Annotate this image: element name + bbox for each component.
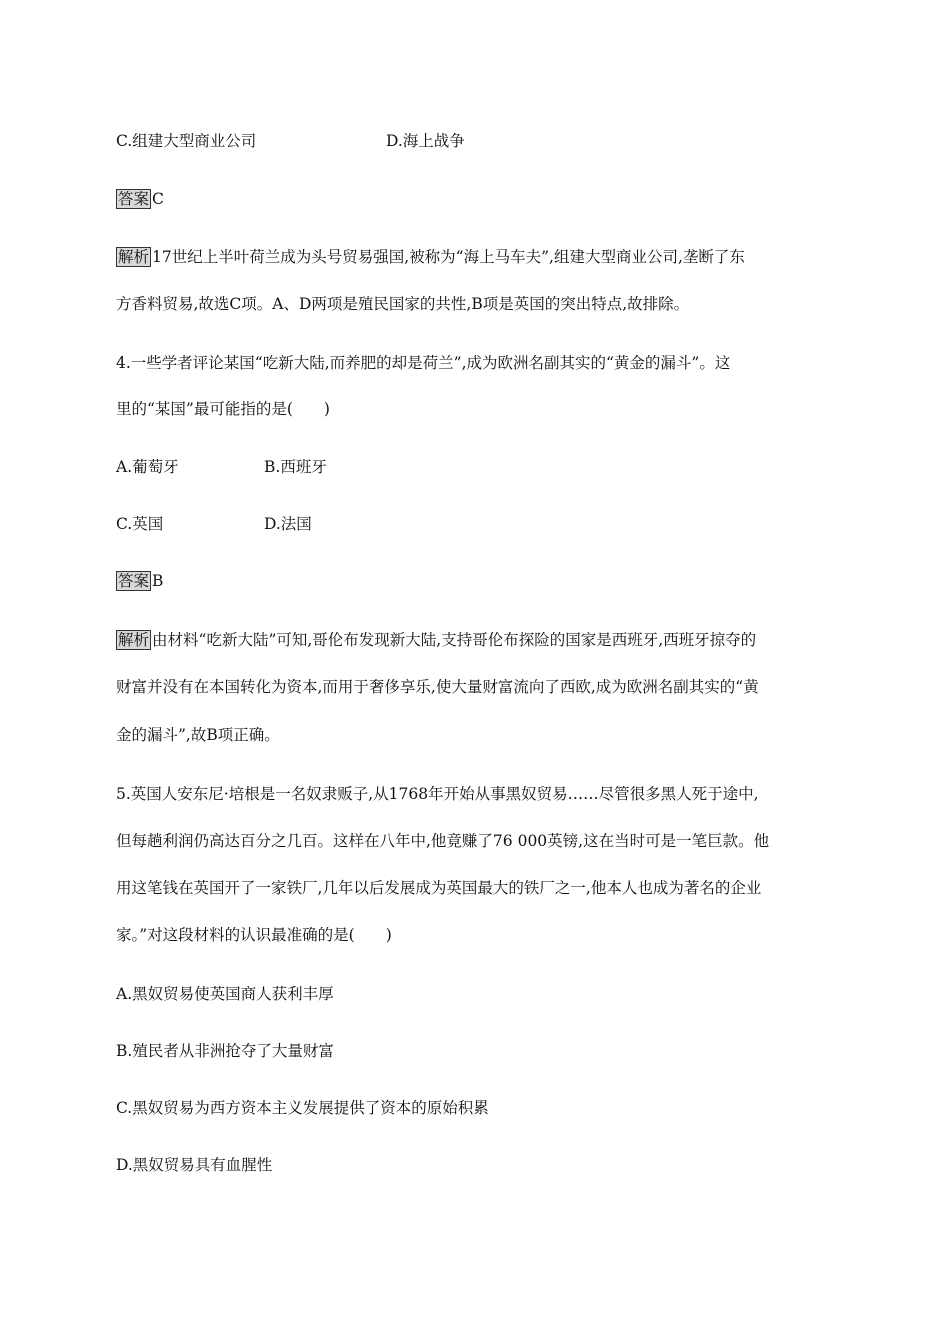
q3-analysis-line-2: 方香料贸易,故选C项。A、D两项是殖民国家的共性,B项是英国的突出特点,故排除。 bbox=[116, 295, 690, 313]
answer-value: B bbox=[152, 572, 164, 590]
q3-analysis-line-1 bbox=[116, 247, 836, 267]
q4-option-b: B.西班牙 bbox=[264, 458, 327, 476]
q3-option-d: D.海上战争 bbox=[386, 132, 465, 150]
q5-option-c: C.黑奴贸易为西方资本主义发展提供了资本的原始积累 bbox=[116, 1099, 489, 1117]
q3-option-c: C.组建大型商业公司 bbox=[116, 132, 257, 150]
q5-option-a: A.黑奴贸易使英国商人获利丰厚 bbox=[116, 985, 334, 1003]
answer-tag: 答案 bbox=[118, 572, 150, 590]
q3-options-row bbox=[116, 131, 836, 151]
q4-options-row-1 bbox=[116, 457, 836, 477]
q5-option-b: B.殖民者从非洲抢夺了大量财富 bbox=[116, 1042, 334, 1060]
q4-answer bbox=[116, 571, 836, 591]
q4-analysis-line-1 bbox=[116, 630, 836, 650]
q4-analysis-line-3: 金的漏斗”,故B项正确。 bbox=[116, 726, 280, 744]
q4-options-row-2 bbox=[116, 514, 836, 534]
analysis-tag: 解析 bbox=[118, 631, 150, 649]
q4-stem-line-2: 里的“某国”最可能指的是( ) bbox=[116, 400, 330, 418]
analysis-text: 由材料“吃新大陆”可知,哥伦布发现新大陆,支持哥伦布探险的国家是西班牙,西班牙掠夺的 bbox=[152, 631, 757, 649]
q4-option-a: A.葡萄牙 bbox=[116, 458, 179, 476]
q5-stem-line-4: 家。”对这段材料的认识最准确的是( ) bbox=[116, 926, 392, 944]
analysis-tag: 解析 bbox=[118, 248, 150, 266]
answer-tag: 答案 bbox=[118, 190, 150, 208]
q4-option-c: C.英国 bbox=[116, 515, 164, 533]
analysis-text: 17世纪上半叶荷兰成为头号贸易强国,被称为“海上马车夫”,组建大型商业公司,垄断了东 bbox=[152, 248, 745, 266]
q4-stem-line-1: 4.一些学者评论某国“吃新大陆,而养肥的却是荷兰”,成为欧洲名副其实的“黄金的漏斗”。这 bbox=[116, 354, 731, 372]
answer-value: C bbox=[152, 190, 164, 208]
q5-option-d: D.黑奴贸易具有血腥性 bbox=[116, 1156, 273, 1174]
q3-answer bbox=[116, 189, 836, 209]
q4-analysis-line-2: 财富并没有在本国转化为资本,而用于奢侈享乐,使大量财富流向了西欧,成为欧洲名副其实的“黄 bbox=[116, 678, 759, 696]
q5-stem-line-2: 但每趟利润仍高达百分之几百。这样在八年中,他竟赚了76 000英镑,这在当时可是一笔巨款。他 bbox=[116, 832, 770, 850]
q4-option-d: D.法国 bbox=[264, 515, 312, 533]
q5-stem-line-1: 5.英国人安东尼·培根是一名奴隶贩子,从1768年开始从事黑奴贸易……尽管很多黑人死于途中, bbox=[116, 785, 759, 803]
q5-stem-line-3: 用这笔钱在英国开了一家铁厂,几年以后发展成为英国最大的铁厂之一,他本人也成为著名的企业 bbox=[116, 879, 762, 897]
